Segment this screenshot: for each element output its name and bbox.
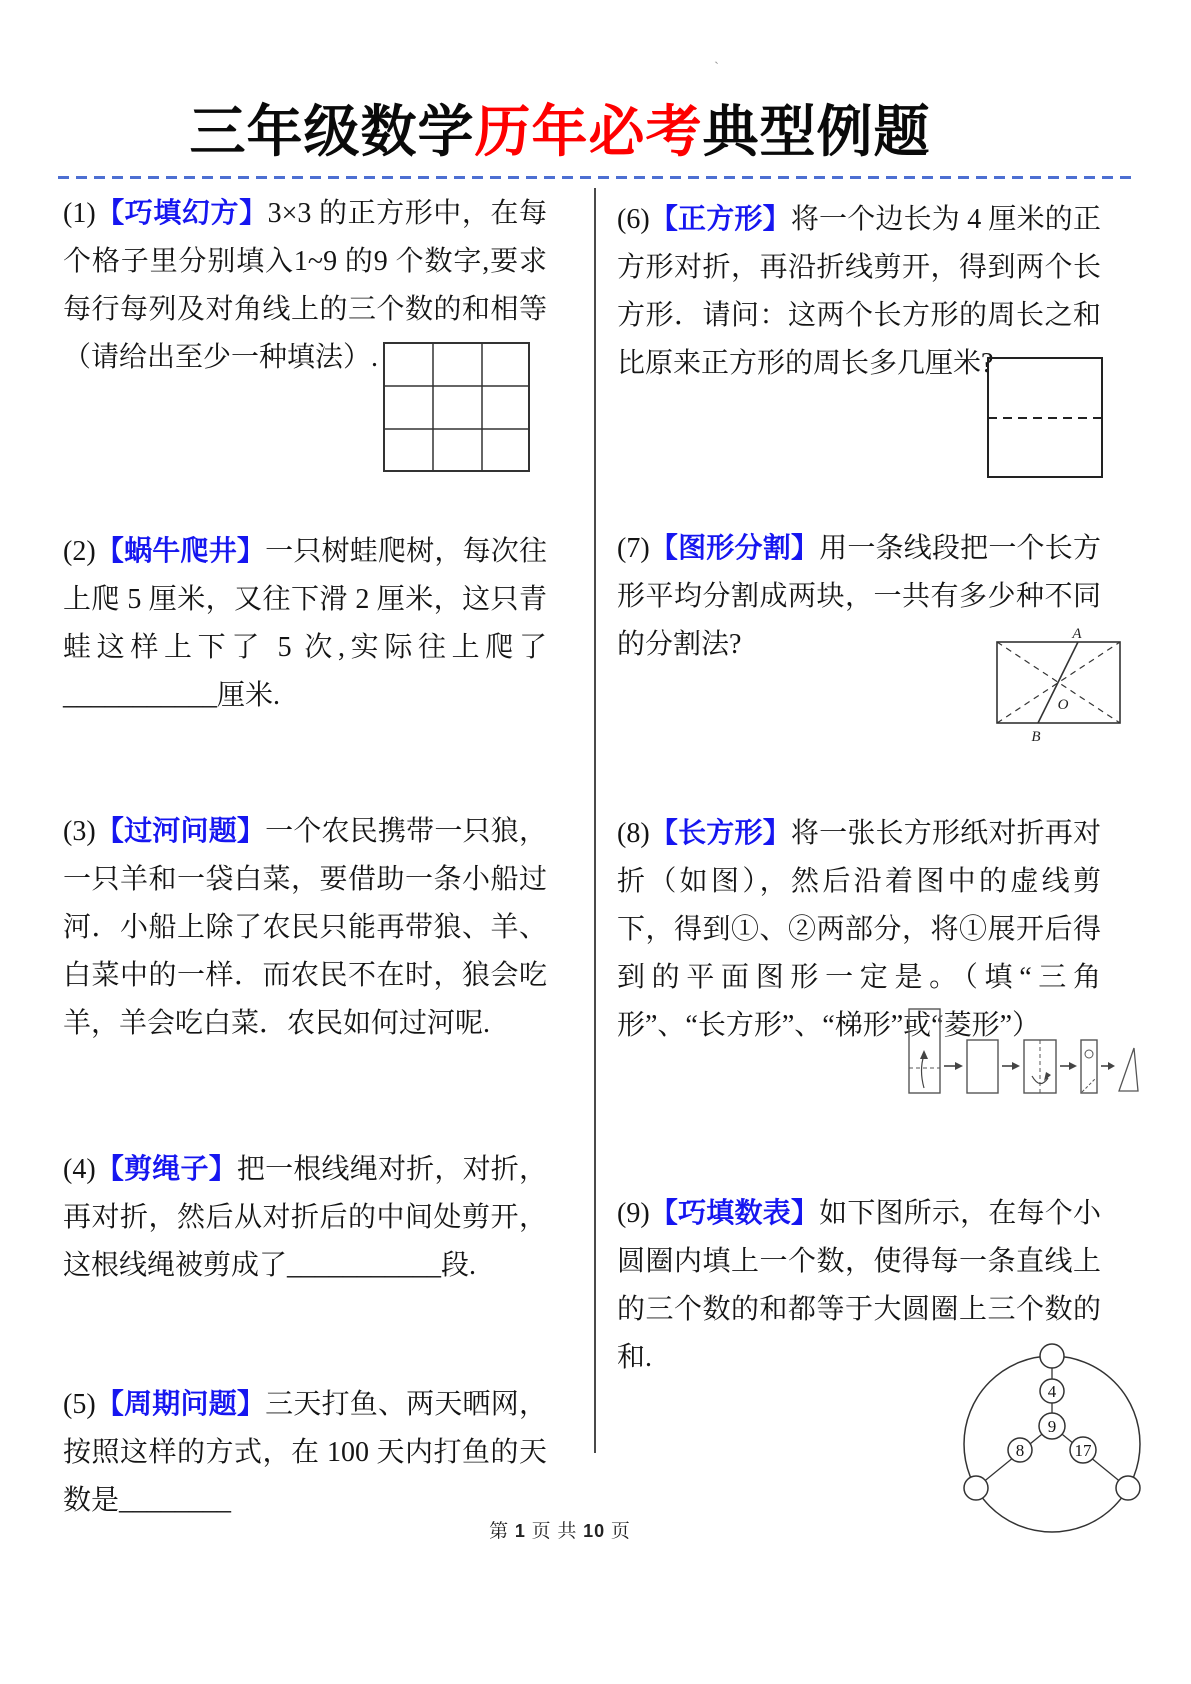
problem-3-number: (3) bbox=[63, 816, 96, 847]
footer-suffix: 页 bbox=[605, 1521, 631, 1542]
problem-6-text: 将一个边长为 4 厘米的正方形对折，再沿折线剪开，得到两个长方形．请问：这两个长方形的周长之和比原来正方形的周长多几厘米? bbox=[617, 204, 1101, 379]
title-part-black2: 典型例题 bbox=[702, 100, 931, 163]
magic-square-grid-figure bbox=[383, 342, 530, 472]
problem-7-number: (7) bbox=[617, 533, 650, 564]
problem-6-number: (6) bbox=[617, 204, 650, 235]
problem-7-text: 用一条线段把一个长方形平均分割成两块，一共有多少种不同的分割法? bbox=[617, 533, 1101, 660]
page-title bbox=[0, 88, 1120, 168]
problem-2-tag: 【蜗牛爬井】 bbox=[95, 536, 266, 567]
problem-1-number: (1) bbox=[63, 198, 96, 229]
folded-square-figure bbox=[987, 357, 1103, 478]
empty-circle-bottom-left bbox=[964, 1476, 988, 1500]
problem-5-tag: 【周期问题】 bbox=[95, 1389, 266, 1420]
problem-1-tag: 【巧填幻方】 bbox=[95, 198, 268, 229]
problem-8-text: 将一张长方形纸对折再对折（如图），然后沿着图中的虚线剪下，得到①、②两部分，将①展开后得到的平面图形一定是。（填“三角形”、“长方形”、“梯形”或“菱形”） bbox=[617, 818, 1101, 1041]
empty-circle-top bbox=[1040, 1344, 1064, 1368]
paper-folding-sequence-figure bbox=[842, 998, 1142, 1098]
problem-8-number: (8) bbox=[617, 818, 650, 849]
page-footer bbox=[0, 1516, 1120, 1543]
footer-total-pages: 10 bbox=[583, 1521, 606, 1541]
footer-prefix: 第 bbox=[489, 1521, 515, 1542]
problem-2-text: 一只树蛙爬树，每次往上爬 5 厘米，又往下滑 2 厘米，这只青蛙这样上下了 5 次,实际往上爬了___________厘米. bbox=[63, 536, 547, 711]
title-part-black1: 三年级数学 bbox=[189, 100, 475, 163]
column-divider bbox=[594, 188, 596, 1453]
problem-8-tag: 【长方形】 bbox=[649, 818, 791, 849]
problem-3-tag: 【过河问题】 bbox=[95, 816, 266, 847]
label-o: O bbox=[1057, 697, 1069, 713]
footer-page-number: 1 bbox=[514, 1521, 526, 1541]
circle-value-top: 4 bbox=[1047, 1382, 1057, 1401]
circle-value-center: 9 bbox=[1047, 1417, 1057, 1436]
label-a: A bbox=[1072, 626, 1082, 642]
problem-2 bbox=[63, 528, 547, 720]
problem-9-number: (9) bbox=[617, 1198, 650, 1229]
problem-3 bbox=[63, 808, 547, 1048]
problem-9-tag: 【巧填数表】 bbox=[649, 1198, 820, 1229]
problem-5 bbox=[63, 1381, 547, 1525]
problem-1-text: 3×3 的正方形中，在每个格子里分别填入1~9 的9 个数字,要求每行每列及对角线上的三个数的和相等（请给出至少一种填法）. bbox=[63, 198, 547, 373]
problem-6-tag: 【正方形】 bbox=[649, 204, 791, 235]
empty-circle-bottom-right bbox=[1116, 1476, 1140, 1500]
problem-4-tag: 【剪绳子】 bbox=[95, 1154, 237, 1185]
problem-4-text: 把一根线绳对折，对折，再对折，然后从对折后的中间处剪开，这根线绳被剪成了___________段. bbox=[63, 1154, 547, 1281]
problem-4 bbox=[63, 1146, 547, 1290]
circle-value-right: 17 bbox=[1074, 1441, 1092, 1460]
footer-middle: 页 共 bbox=[525, 1521, 584, 1542]
problem-9-text: 如下图所示，在每个小圆圈内填上一个数，使得每一条直线上的三个数的和都等于大圆圈上三个数的和. bbox=[617, 1198, 1101, 1373]
rectangle-division-figure bbox=[990, 625, 1135, 747]
title-dashed-rule bbox=[58, 176, 1134, 179]
title-part-red: 历年必考 bbox=[474, 100, 703, 163]
problem-3-text: 一个农民携带一只狼，一只羊和一袋白菜，要借助一条小船过河．小船上除了农民只能再带狼、羊、白菜中的一样．而农民不在时，狼会吃羊，羊会吃白菜．农民如何过河呢. bbox=[63, 816, 547, 1039]
label-b: B bbox=[1031, 729, 1041, 745]
problem-5-number: (5) bbox=[63, 1389, 96, 1420]
problem-5-text: 三天打鱼、两天晒网，按照这样的方式，在 100 天内打鱼的天数是________ bbox=[63, 1389, 547, 1516]
problem-2-number: (2) bbox=[63, 536, 96, 567]
circle-value-left: 8 bbox=[1015, 1441, 1025, 1460]
number-circle-figure bbox=[952, 1332, 1152, 1537]
problem-7-tag: 【图形分割】 bbox=[649, 533, 820, 564]
stray-mark: ` bbox=[714, 60, 719, 76]
problem-4-number: (4) bbox=[63, 1154, 96, 1185]
